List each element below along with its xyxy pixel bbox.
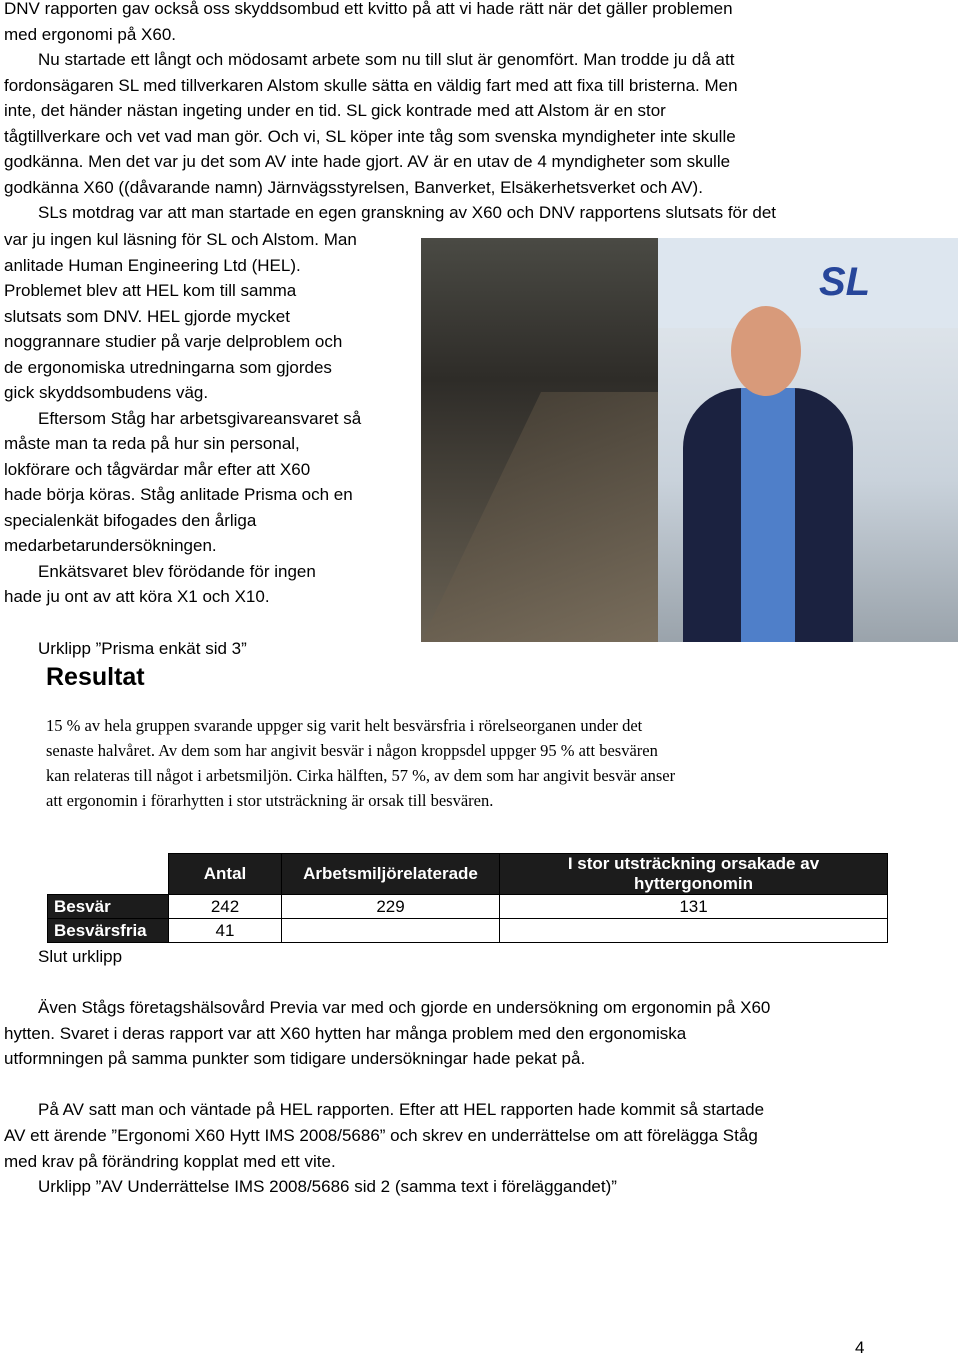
header-cell: Antal <box>169 854 282 895</box>
text-line: utformningen på samma punkter som tidigare undersökningar hade pekat på. <box>4 1049 586 1068</box>
sl-logo: SL <box>819 260 871 304</box>
table-row <box>48 895 888 919</box>
text-line: hade börja köras. Ståg anlitade Prisma och en <box>4 485 353 504</box>
train-roof <box>658 238 958 328</box>
text-line: måste man ta reda på hur sin personal, <box>4 434 300 453</box>
table-cell: 242 <box>169 895 282 919</box>
text-line: de ergonomiska utredningarna som gjordes <box>4 358 332 377</box>
clip-start-label: Urklipp ”Prisma enkät sid 3” <box>38 639 247 658</box>
table-cell <box>500 919 888 943</box>
text-line: Nu startade ett långt och mödosamt arbete som nu till slut är genomfört. Man trodde ju då att <box>38 50 735 69</box>
text-line: fordonsägaren SL med tillverkaren Alstom skulle sätta en väldig fart med att fixa till bristerna. Men <box>4 75 738 95</box>
text-line: anlitade Human Engineering Ltd (HEL). <box>4 256 301 275</box>
text-line: specialenkät bifogades den årliga <box>4 511 257 530</box>
table-cell: 41 <box>169 919 282 943</box>
clip-title: Resultat <box>46 663 145 691</box>
train-platform-photo <box>421 238 958 642</box>
text-line: noggrannare studier på varje delproblem och <box>4 332 343 351</box>
table-cell: 131 <box>500 895 888 919</box>
person-shirt <box>741 388 795 642</box>
page-number: 4 <box>855 1338 865 1357</box>
top-paragraph <box>4 0 954 226</box>
text-line: DNV rapporten gav också oss skyddsombud ett kvitto på att vi hade rätt när det gäller problemen <box>4 0 733 18</box>
header-cell: I stor utsträckning orsakade av hyttergonomin <box>500 854 888 895</box>
table-cell: 229 <box>282 895 500 919</box>
text-line: slutsats som DNV. HEL gjorde mycket <box>4 307 290 326</box>
clip-end-label: Slut urklipp <box>38 947 123 966</box>
text-line: Problemet blev att HEL kom till samma <box>4 281 297 300</box>
text-line: hade ju ont av att köra X1 och X10. <box>4 587 270 606</box>
text-line: gick skyddsombudens väg. <box>4 383 209 402</box>
text-line: var ju ingen kul läsning för SL och Alstom. Man <box>4 230 357 249</box>
text-line: Enkätsvaret blev förödande för ingen <box>38 562 316 581</box>
text-line: med ergonomi på X60. <box>4 24 176 44</box>
text-line: medarbetarundersökningen. <box>4 536 217 555</box>
row-label: Besvärsfria <box>48 919 169 943</box>
header-cell: Arbetsmiljörelaterade <box>282 854 500 895</box>
person-head <box>731 306 801 396</box>
table-row <box>48 919 888 943</box>
table-corner <box>48 854 169 895</box>
text-line: med krav på förändring kopplat med ett vite. <box>4 1152 336 1171</box>
row-label: Besvär <box>48 895 169 919</box>
text-line: godkänna X60 ((dåvarande namn) Järnvägsstyrelsen, Banverket, Elsäkerhetsverket och AV). <box>4 177 703 197</box>
text-line: godkänna. Men det var ju det som AV inte hade gjort. AV är en utav de 4 myndigheter som skulle <box>4 152 731 171</box>
text-line: inte, det händer nästan ingeting under en tid. SL gick kontrade med att Alstom är en stor <box>4 101 666 120</box>
text-line: lokförare och tågvärdar mår efter att X60 <box>4 460 311 479</box>
results-table <box>47 853 888 943</box>
table-header-row <box>48 854 888 895</box>
text-line: AV ett ärende ”Ergonomi X60 Hytt IMS 2008/5686” och skrev en underrättelse om att förelägga Ståg <box>4 1126 758 1145</box>
text-line: Eftersom Ståg har arbetsgivareansvaret så <box>38 409 362 428</box>
table-cell <box>282 919 500 943</box>
text-line: tågtillverkare och vet vad man gör. Och vi, SL köper inte tåg som svenska myndigheter inte skulle <box>4 126 736 146</box>
text-line: På AV satt man och väntade på HEL rapporten. Efter att HEL rapporten hade kommit så startade <box>38 1100 765 1119</box>
text-line: Urklipp ”AV Underrättelse IMS 2008/5686 sid 2 (samma text i föreläggandet)” <box>38 1177 617 1196</box>
text-line: Även Stågs företagshälsovård Previa var med och gjorde en undersökning om ergonomin på X60 <box>38 998 771 1017</box>
clip-paragraph: 15 % av hela gruppen svarande uppger sig varit helt besvärsfria i rörelseorganen under det senaste halvåret. Av dem som har angivit besvär i någon kroppsdel uppger 95 % att besvären kan relateras till något i arbetsmiljön. Cirka hälften, 57 %, av dem som har angivit besvär anser att ergonomin i förarhytten i stor utsträckning är orsak till besvären. <box>46 716 676 810</box>
text-line: SLs motdrag var att man startade en egen granskning av X60 och DNV rapportens slutsats för det <box>38 203 777 222</box>
text-line: hytten. Svaret i deras rapport var att X60 hytten har många problem med den ergonomiska <box>4 1024 687 1043</box>
